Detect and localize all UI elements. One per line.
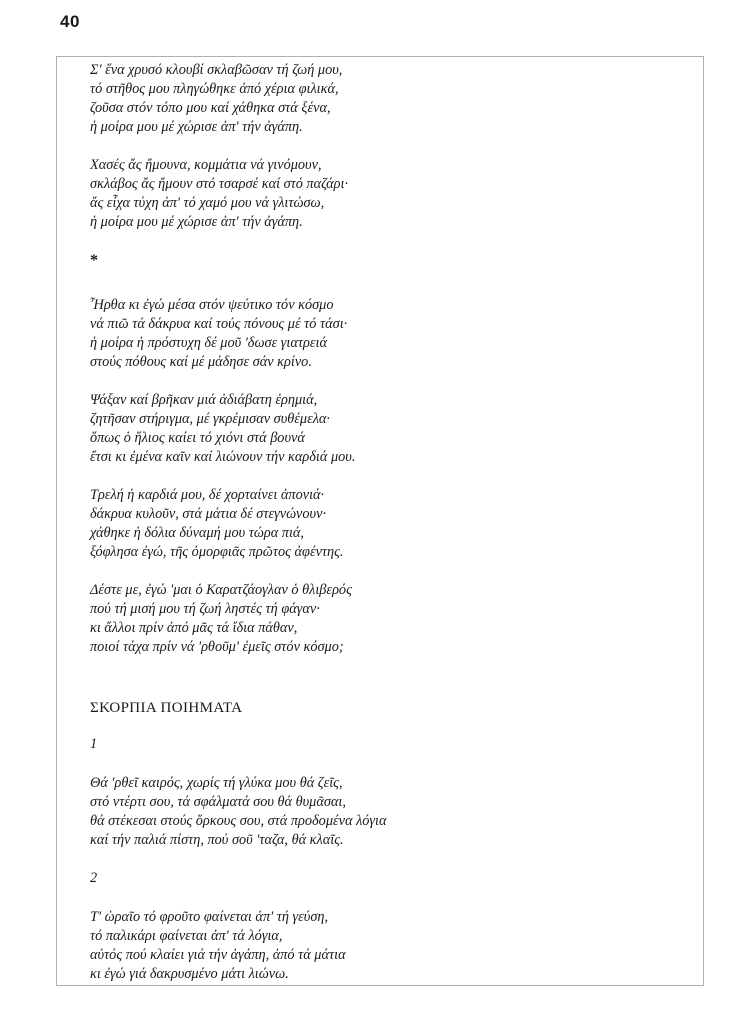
verse-line: θά στέκεσαι στούς ὅρκους σου, στά προδομένα λόγια <box>90 813 387 829</box>
verse-line: Ψάξαν καί βρῆκαν μιά ἀδιάβατη ἐρημιά, <box>90 392 318 408</box>
poem-number: 1 <box>90 736 98 752</box>
verse-line: Ἦρθα κι ἐγώ μέσα στόν ψεύτικο τόν κόσμο <box>90 297 334 313</box>
stanza <box>90 581 680 657</box>
verse-line: νά πιῶ τά δάκρυα καί τούς πόνους μέ τό τάσι· <box>90 316 348 332</box>
verse-line: Τρελή ἡ καρδιά μου, δέ χορταίνει ἀπονιά· <box>90 487 325 503</box>
verse-line: κι ἄλλοι πρίν ἀπό μᾶς τά ἴδια πάθαν, <box>90 620 298 636</box>
stanza <box>90 391 680 467</box>
verse-line: σκλάβος ἄς ἤμουν στό τσαρσέ καί στό παζάρι· <box>90 176 349 192</box>
verse-line: στούς πόθους καί μέ μάδησε σάν κρίνο. <box>90 354 312 370</box>
verse-line: ζητῆσαν στήριγμα, μέ γκρέμισαν συθέμελα· <box>90 411 331 427</box>
verse-line: τό παλικάρι φαίνεται ἀπ' τά λόγια, <box>90 928 283 944</box>
verse-line: ἡ μοίρα ἡ πρόστυχη δέ μοῦ 'δωσε γιατρειά <box>90 335 328 351</box>
verse-line: Δέστε με, ἐγώ 'μαι ὁ Καρατζάογλαν ὁ θλιβερός <box>90 582 352 598</box>
stanza <box>90 774 680 850</box>
verse-line: Θά 'ρθεῖ καιρός, χωρίς τή γλύκα μου θά ζεῖς, <box>90 775 343 791</box>
stanza <box>90 486 680 562</box>
verse-line: δάκρυα κυλοῦν, στά μάτια δέ στεγνώνουν· <box>90 506 327 522</box>
verse-line: ξόφλησα ἐγώ, τῆς ὀμορφιᾶς πρῶτος ἀφέντης. <box>90 544 344 560</box>
verse-line: ἡ μοίρα μου μέ χώρισε ἀπ' τήν ἀγάπη. <box>90 214 303 230</box>
verse-line: χάθηκε ἡ δόλια δύναμή μου τώρα πιά, <box>90 525 304 541</box>
verse-line: Τ' ὡραῖο τό φροῦτο φαίνεται ἀπ' τή γεύση, <box>90 909 329 925</box>
stanza <box>90 296 680 372</box>
page-number: 40 <box>60 12 80 31</box>
verse-line: καί τήν παλιά πίστη, πού σοῦ 'ταζα, θά κλαῖς. <box>90 832 344 848</box>
stanza <box>90 156 680 232</box>
verse-line: Σ' ἕνα χρυσό κλουβί σκλαβῶσαν τή ζωή μου, <box>90 62 343 78</box>
verse-line: κι ἐγώ γιά δακρυσμένο μάτι λιώνω. <box>90 966 289 982</box>
verse-line: στό ντέρτι σου, τά σφάλματά σου θά θυμᾶσαι, <box>90 794 346 810</box>
verse-line: ποιοί τάχα πρίν νά 'ρθοῦμ' ἐμεῖς στόν κόσμο; <box>90 639 344 655</box>
verse-line: ζοῦσα στόν τόπο μου καί χάθηκα στά ξένα, <box>90 100 331 116</box>
stanza <box>90 61 680 137</box>
section-separator: * <box>90 252 98 269</box>
verse-line: ἄς εἶχα τύχη ἀπ' τό χαμό μου νά γλιτώσω, <box>90 195 325 211</box>
section-title: ΣΚΟΡΠΙΑ ΠΟΙΗΜΑΤΑ <box>90 700 243 716</box>
verse-line: τό στῆθος μου πληγώθηκε ἀπό χέρια φιλικά, <box>90 81 339 97</box>
verse-line: Χασές ἄς ἤμουνα, κομμάτια νά γινόμουν, <box>90 157 322 173</box>
poem-number: 2 <box>90 870 98 886</box>
poem-content <box>90 61 680 1003</box>
verse-line: πού τή μισή μου τή ζωή ληστές τή φάγαν· <box>90 601 320 617</box>
verse-line: ἡ μοίρα μου μέ χώρισε ἀπ' τήν ἀγάπη. <box>90 119 303 135</box>
verse-line: αὐτός πού κλαίει γιά τήν ἀγάπη, ἀπό τά μάτια <box>90 947 346 963</box>
verse-line: ἔτσι κι ἐμένα καῖν καί λιώνουν τήν καρδιά μου. <box>90 449 356 465</box>
stanza <box>90 908 680 984</box>
verse-line: ὅπως ὁ ἥλιος καίει τό χιόνι στά βουνά <box>90 430 305 446</box>
